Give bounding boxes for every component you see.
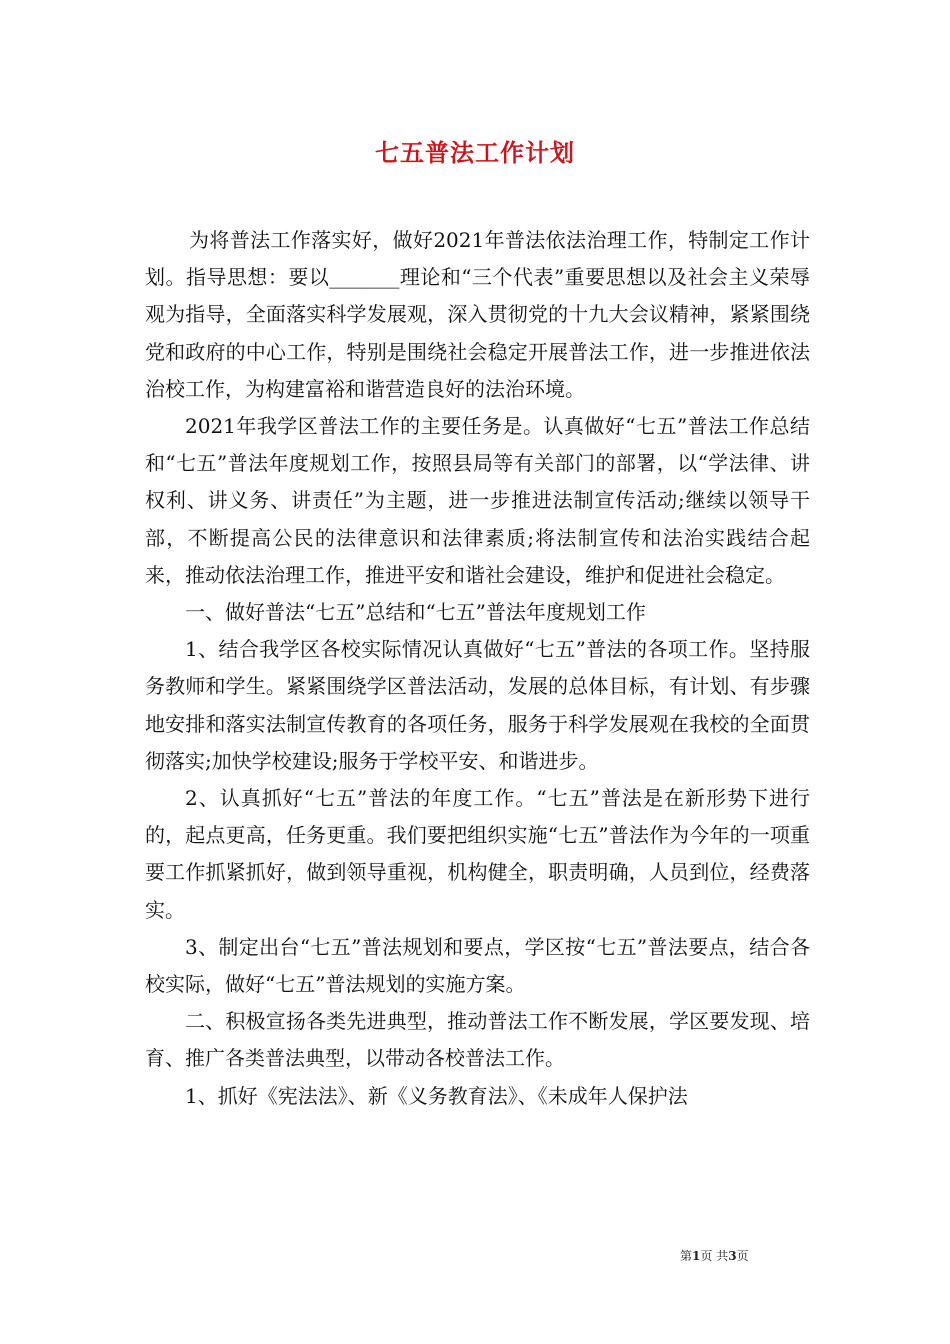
footer-prefix: 第 bbox=[680, 1249, 693, 1263]
footer-total-pages: 3 bbox=[728, 1249, 737, 1263]
footer-current-page: 1 bbox=[692, 1249, 701, 1263]
paragraph-item-1-2: 2、认真抓好“七五”普法的年度工作。“七五”普法是在新形势下进行的，起点更高，任务更重。我们要把组织实施“七五”普法作为今年的一项重要工作抓紧抓好，做到领导重视，机构健全，职责明确，人员到位，经费落实。 bbox=[145, 786, 810, 922]
footer-middle: 页 共 bbox=[700, 1249, 729, 1263]
document-body bbox=[145, 222, 810, 1115]
section-heading-1: 一、做好普法“七五”总结和“七五”普法年度规划工作 bbox=[185, 600, 646, 625]
paragraph-intro: 为将普法工作落实好，做好2021年普法依法治理工作，特制定工作计划。指导思想：要以_______理论和“三个代表”重要思想以及社会主义荣辱观为指导，全面落实科学发展观，深入贯彻党的十九大会议精神，紧紧围绕党和政府的中心工作，特别是围绕社会稳定开展普法工作，进一步推进依法治校工作，为构建富裕和谐营造良好的法治环境。 bbox=[145, 228, 810, 401]
footer-suffix: 页 bbox=[736, 1249, 749, 1263]
document-title: 七五普法工作计划 bbox=[375, 138, 575, 167]
paragraph-main-tasks: 2021年我学区普法工作的主要任务是。认真做好“七五”普法工作总结和“七五”普法年度规划工作，按照县局等有关部门的部署，以“学法律、讲权利、讲义务、讲责任”为主题，进一步推进法制宣传活动;继续以领导干部，不断提高公民的法律意识和法律素质;将法制宣传和法治实践结合起来，推动依法治理工作，推进平安和谐社会建设，维护和促进社会稳定。 bbox=[145, 414, 810, 587]
section-heading-2: 二、积极宣扬各类先进典型，推动普法工作不断发展，学区要发现、培育、推广各类普法典型，以带动各校普法工作。 bbox=[145, 1009, 810, 1071]
page-footer bbox=[680, 1247, 880, 1264]
paragraph-item-1-3: 3、制定出台“七五”普法规划和要点，学区按“七五”普法要点，结合各校实际，做好“七五”普法规划的实施方案。 bbox=[145, 934, 810, 997]
paragraph-item-1-1: 1、结合我学区各校实际情况认真做好“七五”普法的各项工作。坚持服务教师和学生。紧紧围绕学区普法活动，发展的总体目标，有计划、有步骤地安排和落实法制宣传教育的各项任务，服务于科学发展观在我校的全面贯彻落实;加快学校建设;服务于学校平安、和谐进步。 bbox=[145, 637, 810, 773]
paragraph-item-2-1: 1、抓好《宪法法》、新《义务教育法》、《未成年人保护法 bbox=[185, 1083, 688, 1108]
